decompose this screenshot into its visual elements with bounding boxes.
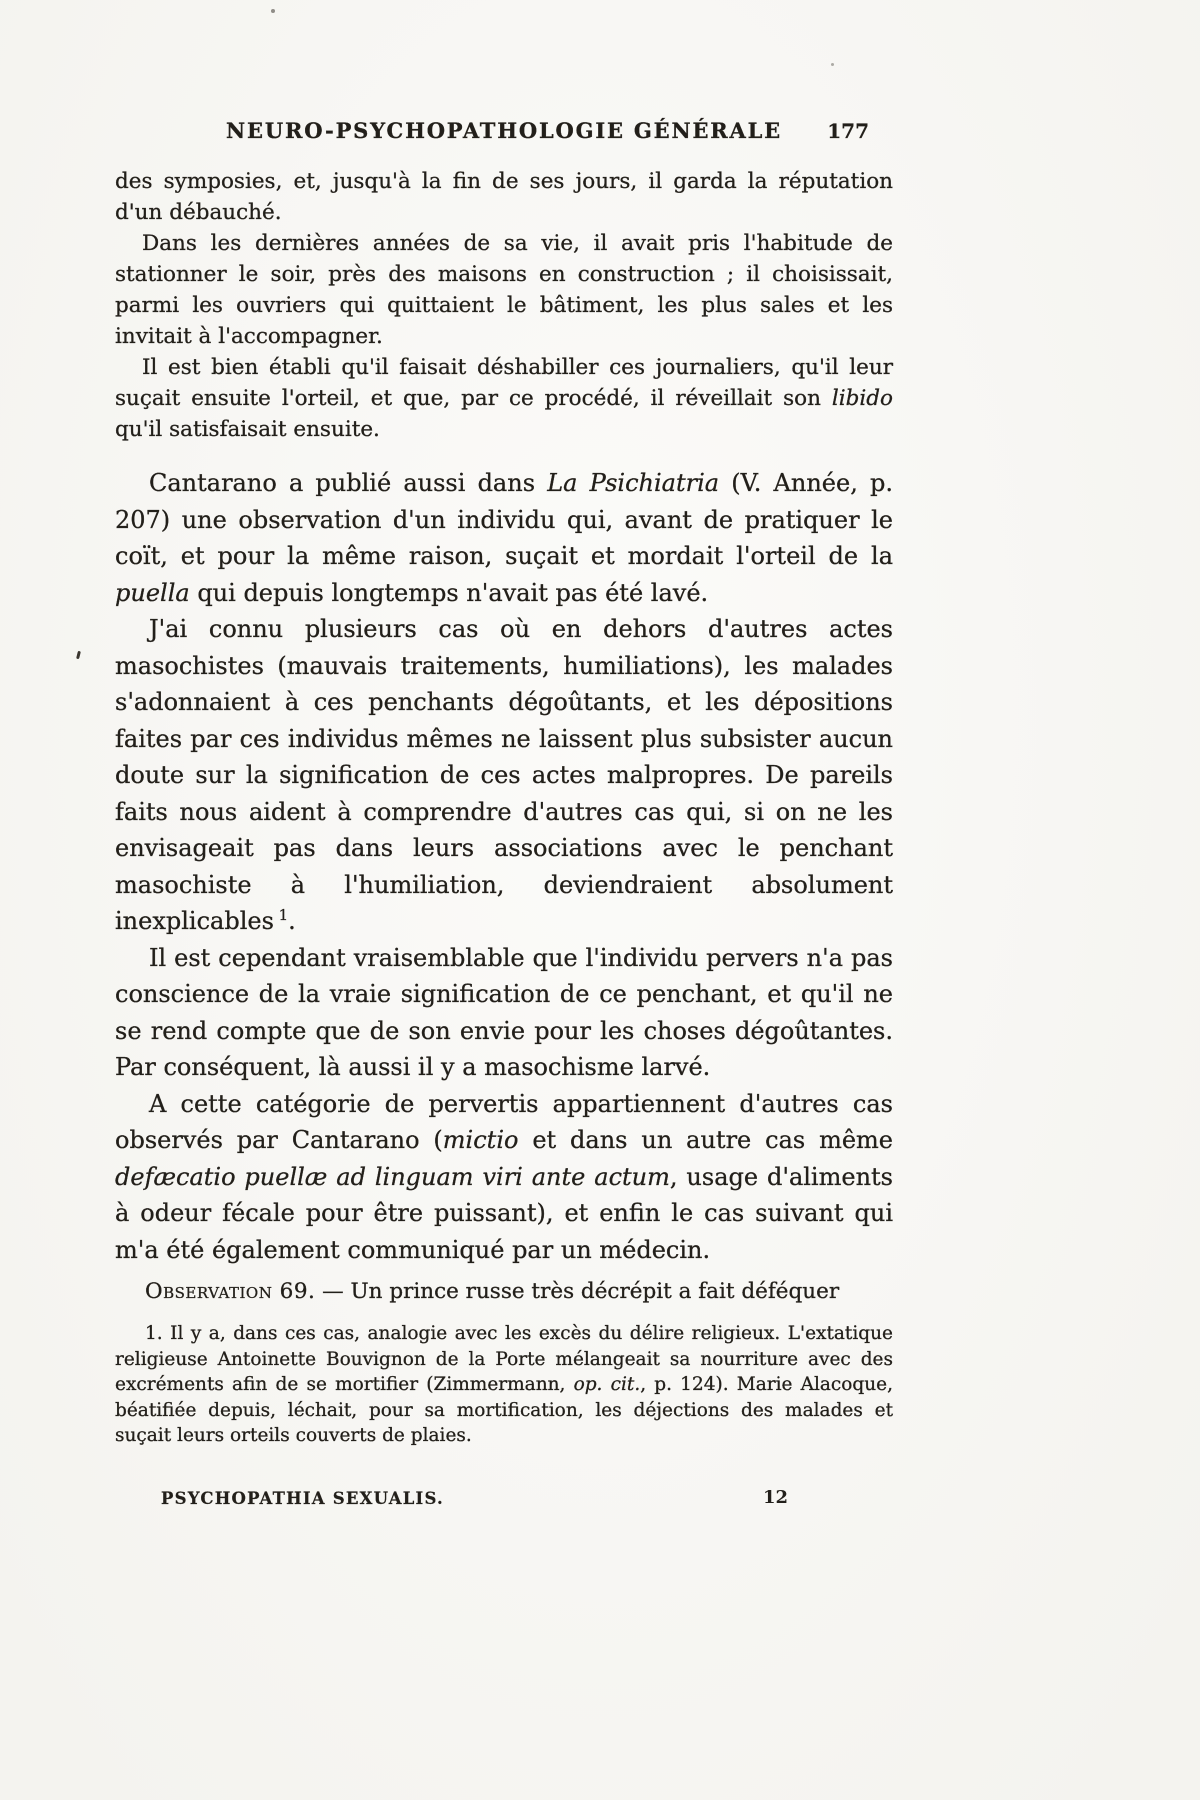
text-run: . bbox=[288, 907, 296, 935]
italic-run: libido bbox=[831, 386, 893, 411]
text-run: , usage d'aliments à odeur fécale pour être puissant), et enfin le cas suivant qui m'a été également communiqué par un médecin. bbox=[115, 1162, 893, 1264]
text-run: Cantarano a publié aussi dans bbox=[149, 469, 548, 497]
italic-run: defæcatio puellæ ad linguam viri ante actum bbox=[115, 1162, 670, 1191]
observation-heading-paragraph bbox=[115, 1277, 893, 1307]
paragraph bbox=[115, 228, 893, 352]
text-run: (V. Année, p. 207) une observation d'un individu qui, avant de pratiquer le coït, et pour la même raison, suçait et mordait l'orteil de la bbox=[115, 469, 894, 570]
text-run: — Un prince russe très décrépit a fait déféquer bbox=[315, 1279, 840, 1304]
case-small-text-block bbox=[115, 166, 893, 445]
paragraph bbox=[115, 940, 893, 1086]
text-run: des symposies, et, jusqu'à la fin de ses jours, il garda la réputation d'un débauché. bbox=[115, 169, 893, 225]
text-run: Il est bien établi qu'il faisait déshabiller ces journaliers, qu'il leur suçait ensuite l'orteil, et que, par ce procédé, il réveillait son bbox=[115, 355, 893, 411]
italic-run: op. cit. bbox=[573, 1374, 641, 1395]
paragraph bbox=[115, 611, 893, 940]
paragraph bbox=[115, 1086, 893, 1269]
page-number: 177 bbox=[827, 119, 869, 143]
text-run: qu'il satisfaisait ensuite. bbox=[115, 417, 380, 442]
paragraph bbox=[115, 1277, 893, 1307]
running-header-title: NEURO-PSYCHOPATHOLOGIE GÉNÉRALE bbox=[226, 118, 782, 143]
text-run: Observation 69. bbox=[145, 1279, 316, 1304]
paragraph bbox=[115, 352, 893, 445]
paragraph bbox=[115, 1321, 893, 1449]
text-run: , p. 124). Marie Alacoque, béatifiée depuis, léchait, pour sa mortification, les déjections des malades et suçait leurs orteils couverts de plaies. bbox=[115, 1374, 893, 1446]
paragraph bbox=[115, 166, 893, 228]
running-header bbox=[115, 118, 893, 152]
footer-signature-number: 12 bbox=[763, 1487, 789, 1508]
paragraph bbox=[115, 465, 893, 611]
text-run: J'ai connu plusieurs cas où en dehors d'autres actes masochistes (mauvais traitements, humiliations), les malades s'adonnaient à ces penchants dégoûtants, et les dépositions faites par ces individus mêmes ne laissent plus subsister aucun doute sur la signification de ces actes malpropres. De pareils faits nous aident à comprendre d'autres cas qui, si on ne les envisageait pas dans leurs associations avec le penchant masochiste à l'humiliation, deviendraient absolument inexplicables bbox=[115, 615, 893, 935]
text-run: qui depuis longtemps n'avait pas été lavé. bbox=[189, 578, 709, 607]
scan-speck bbox=[831, 63, 834, 66]
page-footer bbox=[115, 1489, 893, 1515]
italic-run: puella bbox=[115, 578, 190, 607]
italic-run: mictio bbox=[442, 1126, 519, 1154]
scan-artifact-mark bbox=[76, 651, 81, 659]
scan-speck bbox=[271, 9, 275, 13]
text-run: Dans les dernières années de sa vie, il avait pris l'habitude de stationner le soir, près des maisons en construction ; il choisissait, parmi les ouvriers qui quittaient le bâtiment, les plus sales et les invitait à l'accompagner. bbox=[115, 231, 893, 349]
main-text-block bbox=[115, 465, 893, 1268]
footer-book-title: PSYCHOPATHIA SEXUALIS. bbox=[161, 1489, 444, 1508]
text-run: 1. Il y a, dans ces cas, analogie avec les excès du délire religieux. L'extatique religieuse Antoinette Bouvignon de la Porte mélangeait sa nourriture avec des excréments afin de se mortifier (Zimmermann, bbox=[115, 1323, 893, 1395]
italic-run: La Psichiatria bbox=[547, 469, 720, 497]
footnote-marker: 1 bbox=[273, 906, 289, 924]
text-run: Il est cependant vraisemblable que l'individu pervers n'a pas conscience de la vraie signification de ce penchant, et qu'il ne se rend compte que de son envie pour les choses dégoûtantes. Par conséquent, là aussi il y a masochisme larvé. bbox=[115, 943, 893, 1081]
footnote-block bbox=[115, 1321, 893, 1449]
text-run: et dans un autre cas même bbox=[518, 1126, 893, 1154]
text-run: A cette catégorie de pervertis appartiennent d'autres cas observés par Cantarano ( bbox=[115, 1089, 893, 1154]
text-column bbox=[115, 118, 893, 1449]
